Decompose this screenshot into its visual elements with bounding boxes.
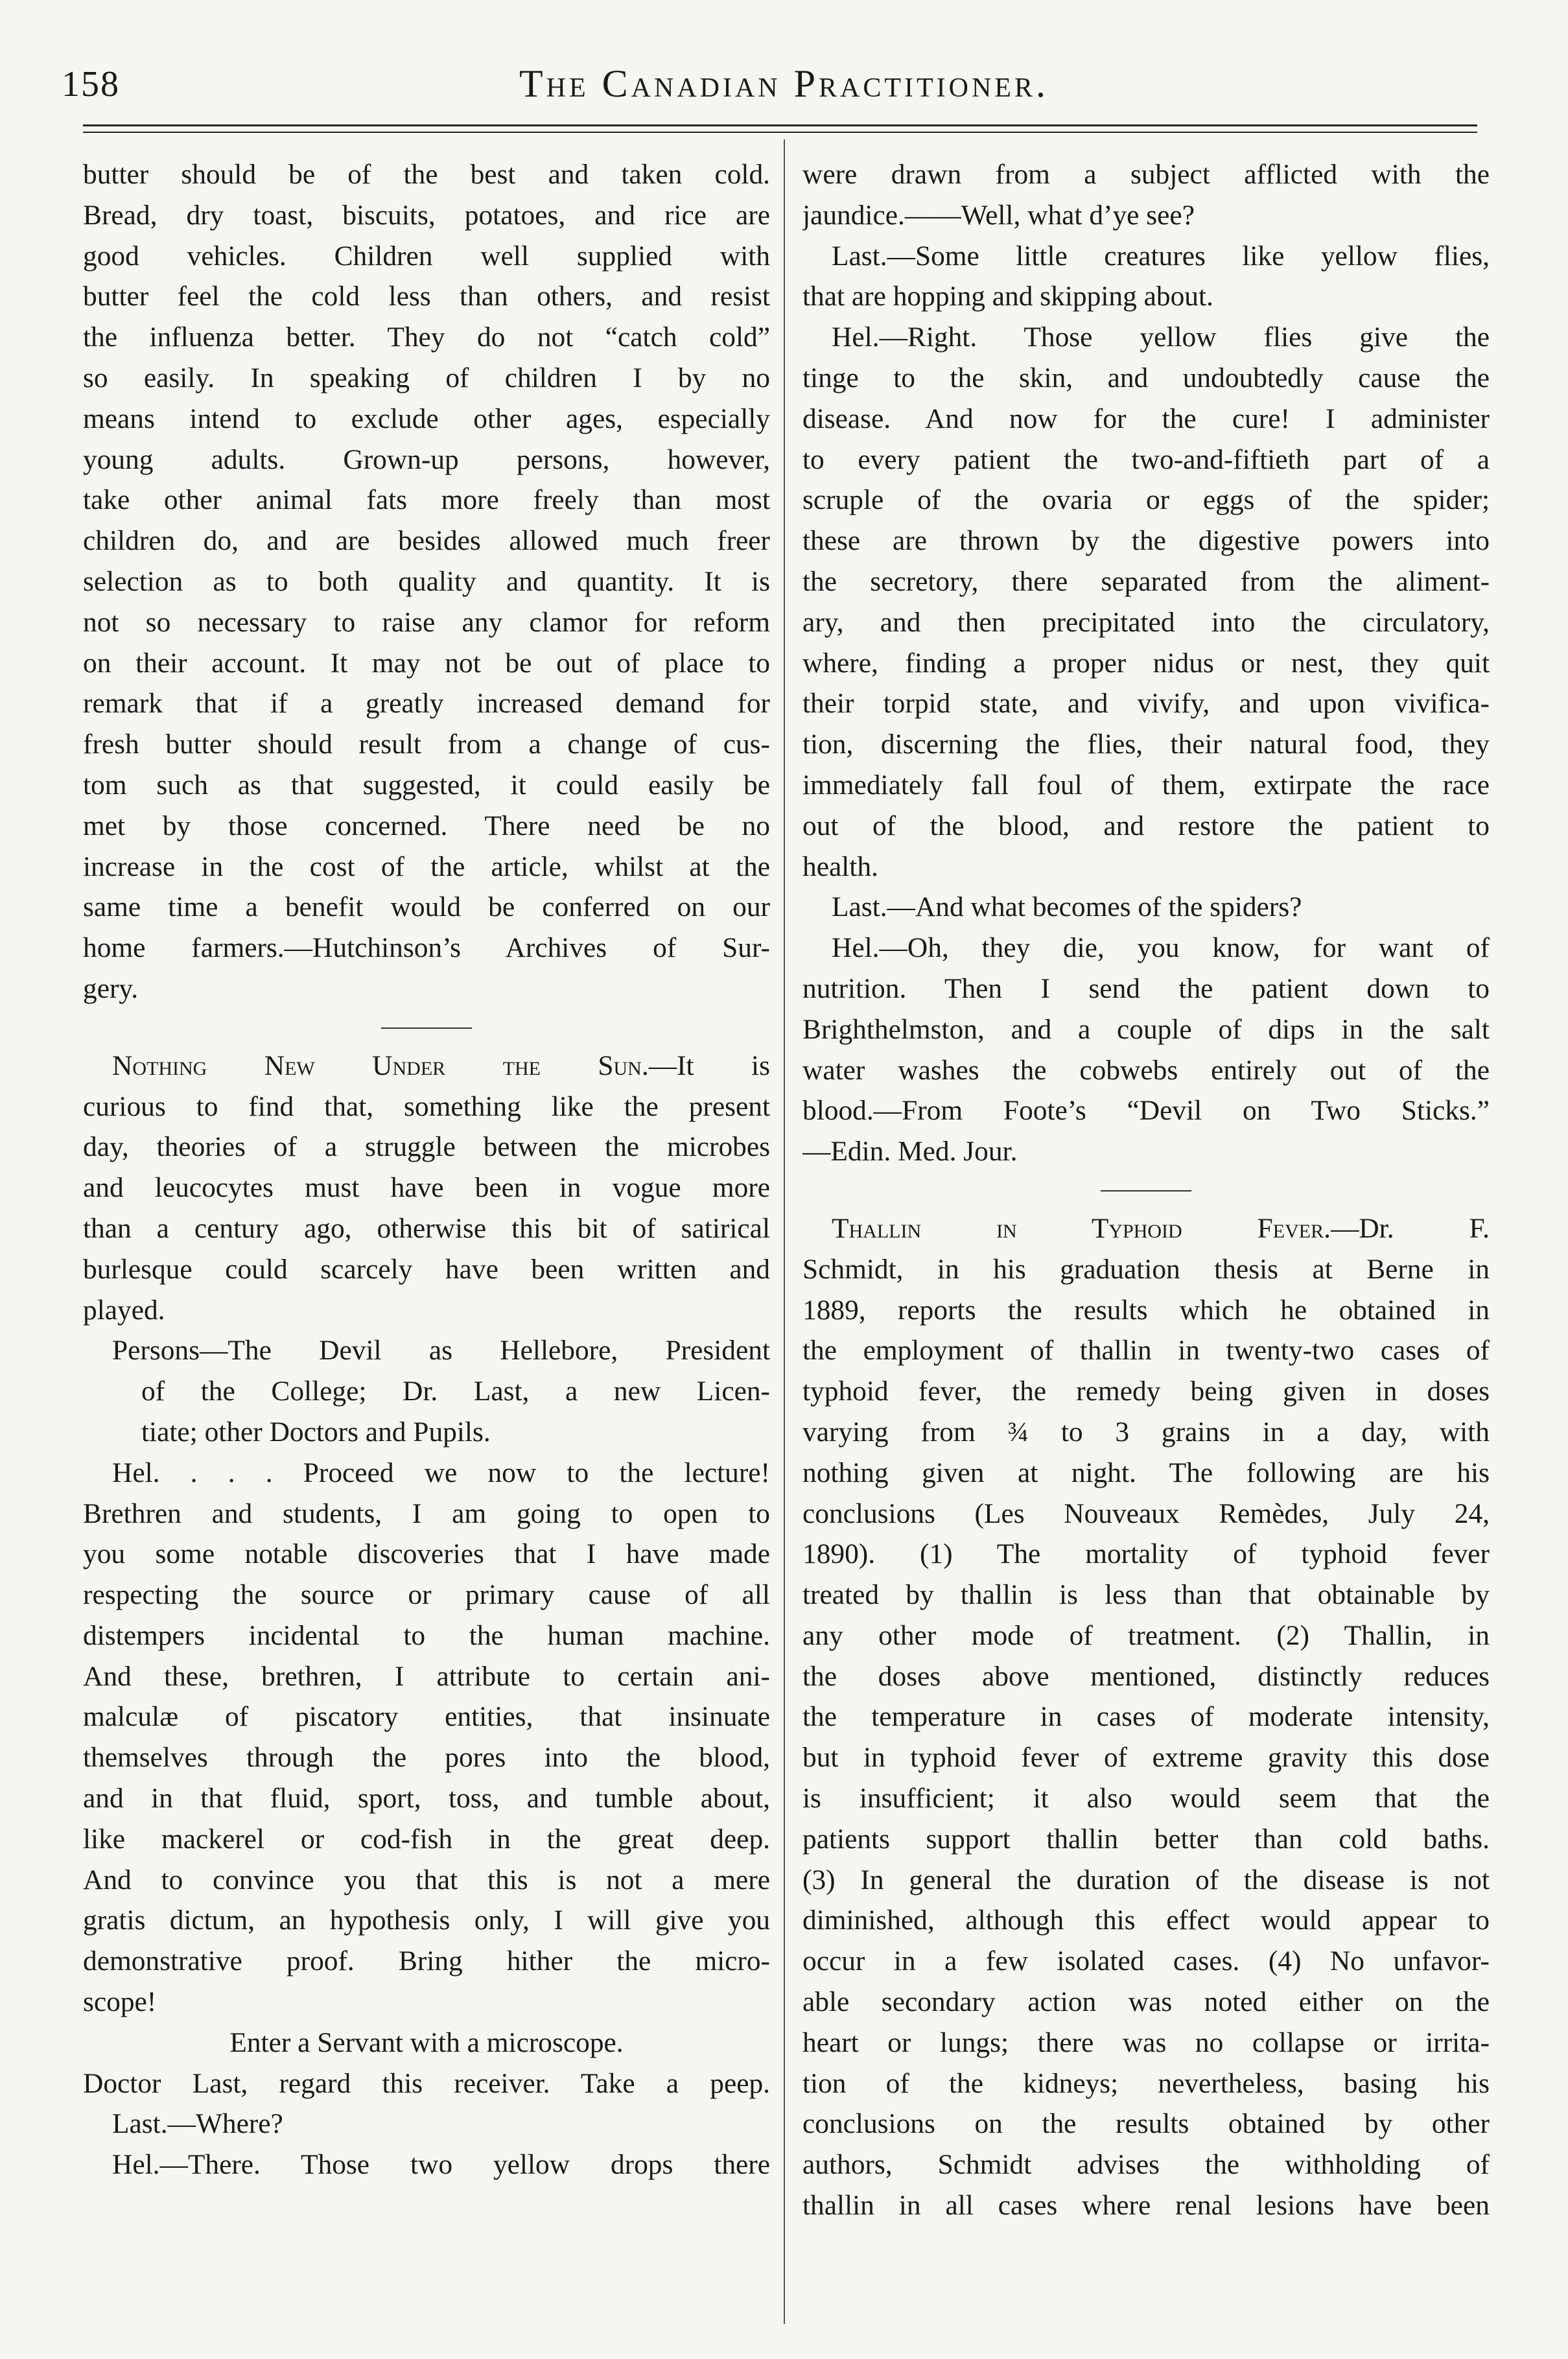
text-line: gery. (83, 972, 139, 1004)
text-line: health. (802, 851, 878, 882)
text-line: Enter a Servant with a microscope. (229, 2026, 624, 2058)
text-line: increase in the cost of the article, whilst at the (83, 851, 770, 882)
text-line: respecting the source or primary cause of all (83, 1579, 770, 1611)
text-line: tion of the kidneys; nevertheless, basing his (802, 2067, 1490, 2099)
text-line: typhoid fever, the remedy being given in doses (802, 1376, 1490, 1407)
section-heading: Nothing New Under the Sun (112, 1050, 642, 1081)
text-line: their torpid state, and vivify, and upon vivifica- (802, 688, 1490, 720)
text-line: and in that fluid, sport, toss, and tumble about, (83, 1783, 770, 1814)
text-line: treated by thallin is less than that obtainable by (802, 1579, 1490, 1611)
text-line: —Edin. Med. Jour. (802, 1136, 1018, 1168)
left-column (83, 154, 770, 2185)
text-line: not so necessary to raise any clamor for reform (83, 606, 770, 638)
text-line: Last.—Where? (112, 2108, 283, 2140)
text-line: selection as to both quality and quantity. It is (83, 565, 770, 597)
text-line: scruple of the ovaria or eggs of the spider; (802, 484, 1490, 516)
text-line: heart or lungs; there was no collapse or irrita- (802, 2026, 1490, 2058)
text-line: played. (83, 1294, 165, 1326)
text-line: these are thrown by the digestive powers into (802, 525, 1490, 557)
text-line: on their account. It may not be out of place to (83, 647, 770, 679)
text-line: ary, and then precipitated into the circulatory, (802, 606, 1490, 638)
text-line: good vehicles. Children well supplied with (83, 240, 770, 272)
text-line: the employment of thallin in twenty-two cases of (802, 1335, 1490, 1367)
text-line: themselves through the pores into the blood, (83, 1742, 770, 1774)
text-line: occur in a few isolated cases. (4) No unfavor- (802, 1945, 1490, 1977)
text-line: butter should be of the best and taken cold. (83, 159, 770, 190)
text-line: Schmidt, in his graduation thesis at Berne in (802, 1253, 1490, 1285)
text-line: Hel.—Right. Those yellow flies give the (832, 322, 1490, 353)
text-line: nutrition. Then I send the patient down to (802, 972, 1490, 1004)
text-line: scope! (83, 1986, 157, 2018)
section-separator (83, 1009, 770, 1046)
header-rule (83, 124, 1477, 126)
text-line: Doctor Last, regard this receiver. Take a peep. (83, 2067, 770, 2099)
text-line: you some notable discoveries that I have made (83, 1538, 770, 1570)
text-line: patients support thallin better than cold baths. (802, 1823, 1490, 1855)
text-line: the temperature in cases of moderate intensity, (802, 1701, 1490, 1733)
text-line: means intend to exclude other ages, especially (83, 403, 770, 434)
text-line: curious to find that, something like the present (83, 1090, 770, 1122)
text-line: where, finding a proper nidus or nest, they quit (802, 647, 1490, 679)
text-line: tom such as that suggested, it could easily be (83, 769, 770, 801)
text-line: immediately fall foul of them, extirpate the race (802, 769, 1490, 801)
text-line: Hel.—There. Those two yellow drops there (112, 2149, 770, 2181)
text-line: And these, brethren, I attribute to certain ani- (83, 1660, 770, 1692)
page-header (0, 0, 1568, 130)
text-line: conclusions on the results obtained by other (802, 2108, 1490, 2140)
text-line: And to convince you that this is not a mere (83, 1864, 770, 1895)
text-line: varying from ¾ to 3 grains in a day, with (802, 1416, 1490, 1448)
text-line: young adults. Grown-up persons, however, (83, 443, 770, 475)
text-line: tion, discerning the flies, their natural food, they (802, 729, 1490, 760)
text-line: diminished, although this effect would appear to (802, 1905, 1490, 1936)
text-line: Brethren and students, I am going to open to (83, 1497, 770, 1529)
text-line: Last.—Some little creatures like yellow flies, (832, 240, 1490, 272)
page-number: 158 (62, 64, 120, 104)
text-line: able secondary action was noted either on the (802, 1986, 1490, 2018)
text-line: were drawn from a subject afflicted with the (802, 159, 1490, 190)
text-line: demonstrative proof. Bring hither the micro- (83, 1945, 770, 1977)
text-line: children do, and are besides allowed much freer (83, 525, 770, 557)
text-line: gratis dictum, an hypothesis only, I will give you (83, 1905, 770, 1936)
text-line: of the College; Dr. Last, a new Licen- (141, 1376, 770, 1407)
text-line: authors, Schmidt advises the withholding of (802, 2149, 1490, 2181)
text-line: 1889, reports the results which he obtained in (802, 1294, 1490, 1326)
header-rule-double (83, 132, 1477, 133)
text-line: jaundice.——Well, what d’ye see? (802, 199, 1195, 231)
text-line: (3) In general the duration of the disease is not (802, 1864, 1490, 1895)
text-line: the doses above mentioned, distinctly reduces (802, 1660, 1490, 1692)
text-line: Thallin in Typhoid Fever.—Dr. F. (832, 1212, 1490, 1244)
text-line: and leucocytes must have been in vogue more (83, 1172, 770, 1204)
text-line: out of the blood, and restore the patient to (802, 810, 1490, 841)
text-line: day, theories of a struggle between the microbes (83, 1131, 770, 1163)
text-line: remark that if a greatly increased demand for (83, 688, 770, 720)
text-line: 1890). (1) The mortality of typhoid fever (802, 1538, 1490, 1570)
text-line: so easily. In speaking of children I by no (83, 362, 770, 393)
text-line: fresh butter should result from a change of cus- (83, 729, 770, 760)
text-line: disease. And now for the cure! I administer (802, 403, 1490, 434)
section-heading: Thallin in Typhoid Fever (832, 1212, 1324, 1244)
text-line: than a century ago, otherwise this bit of satirical (83, 1212, 770, 1244)
text-line: tinge to the skin, and undoubtedly cause the (802, 362, 1490, 393)
text-line: take other animal fats more freely than most (83, 484, 770, 516)
text-line: that are hopping and skipping about. (802, 281, 1213, 312)
text-line: conclusions (Les Nouveaux Remèdes, July 24, (802, 1497, 1490, 1529)
text-line: to every patient the two-and-fiftieth part of a (802, 443, 1490, 475)
text-line: Hel. . . . Proceed we now to the lecture! (112, 1457, 770, 1488)
text-line: water washes the cobwebs entirely out of the (802, 1054, 1490, 1086)
text-line: malculæ of piscatory entities, that insinuate (83, 1701, 770, 1733)
text-line: tiate; other Doctors and Pupils. (141, 1416, 491, 1448)
text-line: distempers incidental to the human machine. (83, 1619, 770, 1651)
text-line: the influenza better. They do not “catch cold” (83, 322, 770, 353)
text-line: Bread, dry toast, biscuits, potatoes, and rice are (83, 199, 770, 231)
text-line: like mackerel or cod-fish in the great deep. (83, 1823, 770, 1855)
text-line: Hel.—Oh, they die, you know, for want of (832, 932, 1490, 964)
text-line: same time a benefit would be conferred on our (83, 891, 770, 923)
text-line: blood.—From Foote’s “Devil on Two Sticks.” (802, 1095, 1490, 1127)
text-line: Persons—The Devil as Hellebore, President (112, 1335, 770, 1367)
text-line: met by those concerned. There need be no (83, 810, 770, 841)
text-line: any other mode of treatment. (2) Thallin, in (802, 1619, 1490, 1651)
right-column (802, 154, 1490, 2226)
text-line: home farmers.—Hutchinson’s Archives of Sur- (83, 932, 770, 964)
text-line: nothing given at night. The following are his (802, 1457, 1490, 1488)
column-divider (784, 139, 785, 2324)
text-line: but in typhoid fever of extreme gravity this dose (802, 1742, 1490, 1774)
text-line: Last.—And what becomes of the spiders? (832, 891, 1302, 923)
text-line: the secretory, there separated from the aliment- (802, 565, 1490, 597)
text-line: Brighthelmston, and a couple of dips in the salt (802, 1013, 1490, 1045)
journal-title: The Canadian Practitioner. (519, 62, 1049, 105)
text-line: Nothing New Under the Sun.—It is (112, 1050, 770, 1081)
text-line: is insufficient; it also would seem that the (802, 1783, 1490, 1814)
section-separator (802, 1172, 1490, 1208)
text-line: thallin in all cases where renal lesions have been (802, 2190, 1490, 2222)
text-line: burlesque could scarcely have been written and (83, 1253, 770, 1285)
text-line: butter feel the cold less than others, and resist (83, 281, 770, 312)
